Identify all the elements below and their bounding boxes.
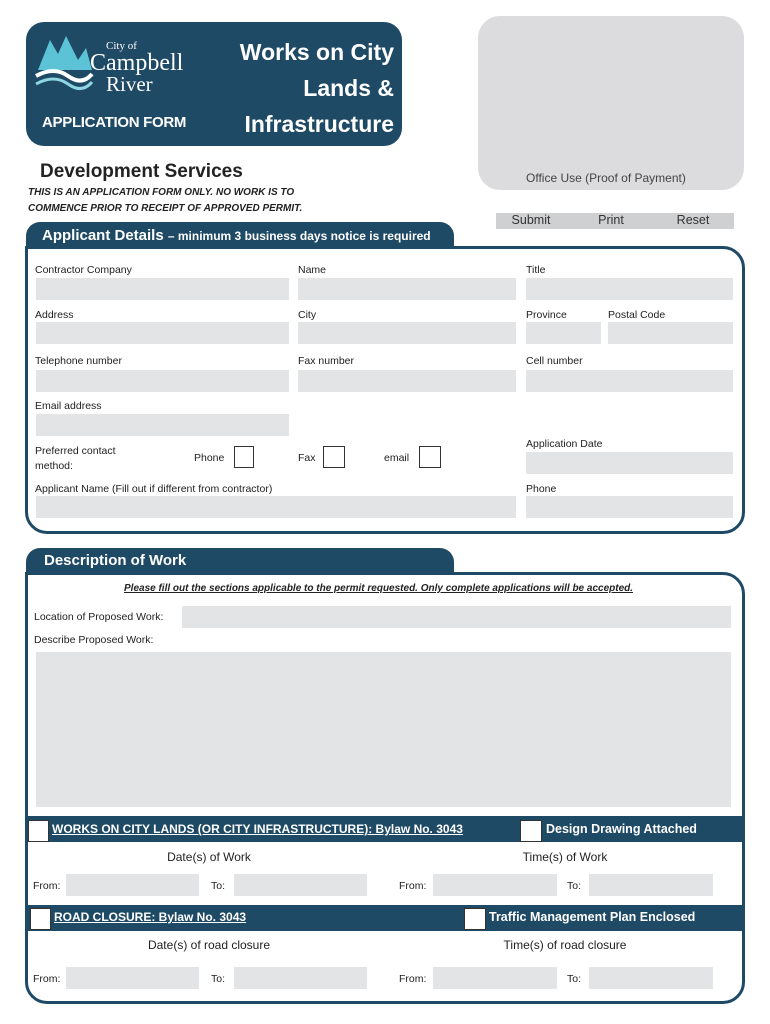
contact-phone-label: Phone [194,452,225,464]
road-time-from-input[interactable] [433,967,557,989]
reset-button[interactable]: Reset [676,213,710,227]
contractor-input[interactable] [36,278,289,300]
office-use-label: Office Use (Proof of Payment) [526,171,686,185]
road-date-from-label: From: [33,973,61,985]
description-instruction: Please fill out the sections applicable to the permit requested. Only complete applications will be accepted. [124,583,634,594]
road-times-heading: Time(s) of road closure [503,938,627,952]
works-time-to-input[interactable] [589,874,713,896]
works-time-from-input[interactable] [433,874,557,896]
works-title: WORKS ON CITY LANDS (OR CITY INFRASTRUCTURE): Bylaw No. 3043 [52,822,463,836]
telephone-label: Telephone number [35,355,122,367]
location-input[interactable] [182,606,731,628]
applicant-title: Applicant Details [42,227,164,244]
postal-input[interactable] [608,322,733,344]
address-label: Address [35,309,74,321]
road-dates-heading: Date(s) of road closure [147,938,271,952]
cell-label: Cell number [526,355,583,367]
title-label: Title [526,264,546,276]
describe-label: Describe Proposed Work: [34,634,154,646]
preferred-contact-label [35,444,116,474]
road-closure-checkbox[interactable] [30,908,51,930]
works-date-to-label: To: [211,880,226,892]
works-date-to-input[interactable] [234,874,367,896]
works-date-from-input[interactable] [66,874,199,896]
works-date-from-label: From: [33,880,61,892]
traffic-plan-checkbox[interactable] [464,908,486,930]
address-input[interactable] [36,322,289,344]
application-date-input[interactable] [526,452,733,474]
road-title: ROAD CLOSURE: Bylaw No. 3043 [54,910,247,924]
preferred-line2: method: [35,460,73,472]
province-input[interactable] [526,322,601,344]
contact-email-label: email [384,452,410,464]
road-date-to-input[interactable] [234,967,367,989]
title-input[interactable] [526,278,733,300]
road-date-from-input[interactable] [66,967,199,989]
applicant-section-title [42,227,431,244]
logo-city-of: City of [106,40,137,52]
preferred-line1: Preferred contact [35,445,116,457]
fax-label: Fax number [298,355,355,367]
contact-phone-checkbox[interactable] [234,446,254,468]
works-time-to-label: To: [567,880,582,892]
postal-label: Postal Code [608,309,666,321]
office-use-box [478,16,744,190]
form-title-line3: Infrastructure [244,111,394,137]
works-checkbox[interactable] [28,820,49,842]
applicant-name-label: Applicant Name (Fill out if different from contractor) [35,483,273,495]
logo-mountain-icon [34,30,94,94]
form-title-line2: Lands & [303,75,394,101]
applicant-name-input[interactable] [36,496,516,518]
name-label: Name [298,264,327,276]
city-input[interactable] [298,322,516,344]
design-drawing-checkbox[interactable] [520,820,542,842]
name-input[interactable] [298,278,516,300]
traffic-plan-label: Traffic Management Plan Enclosed [489,910,696,924]
city-logo [34,30,194,96]
province-label: Province [526,309,567,321]
road-date-to-label: To: [211,973,226,985]
cell-input[interactable] [526,370,733,392]
road-time-to-label: To: [567,973,582,985]
logo-campbell: Campbell [90,50,184,76]
application-form-label: APPLICATION FORM [42,114,187,131]
notice-line2: COMMENCE PRIOR TO RECEIPT OF APPROVED PERMIT. [28,203,303,214]
phone-label: Phone [526,483,557,495]
design-drawing-label: Design Drawing Attached [546,822,697,836]
application-date-label: Application Date [526,438,603,450]
phone-input[interactable] [526,496,733,518]
city-label: City [298,309,317,321]
description-title: Description of Work [44,552,187,569]
contractor-label: Contractor Company [35,264,132,276]
works-times-heading: Time(s) of Work [522,850,608,864]
notice-line1: THIS IS AN APPLICATION FORM ONLY. NO WORK IS TO [28,187,295,198]
email-label: Email address [35,400,102,412]
describe-textarea[interactable] [36,652,731,807]
form-title [222,34,394,142]
print-button[interactable]: Print [598,213,624,227]
logo-river: River [106,72,153,96]
notice-text [28,185,302,217]
applicant-subtitle: – minimum 3 business days notice is required [167,229,431,243]
location-label: Location of Proposed Work: [34,611,164,623]
contact-fax-checkbox[interactable] [323,446,345,468]
submit-button[interactable]: Submit [511,213,551,227]
form-title-line1: Works on City [239,39,394,65]
road-time-from-label: From: [399,973,427,985]
fax-input[interactable] [298,370,516,392]
contact-email-checkbox[interactable] [419,446,441,468]
road-time-to-input[interactable] [589,967,713,989]
telephone-input[interactable] [36,370,289,392]
email-input[interactable] [36,414,289,436]
works-time-from-label: From: [399,880,427,892]
department-title: Development Services [40,161,243,182]
works-dates-heading: Date(s) of Work [167,850,251,864]
contact-fax-label: Fax [298,452,316,464]
